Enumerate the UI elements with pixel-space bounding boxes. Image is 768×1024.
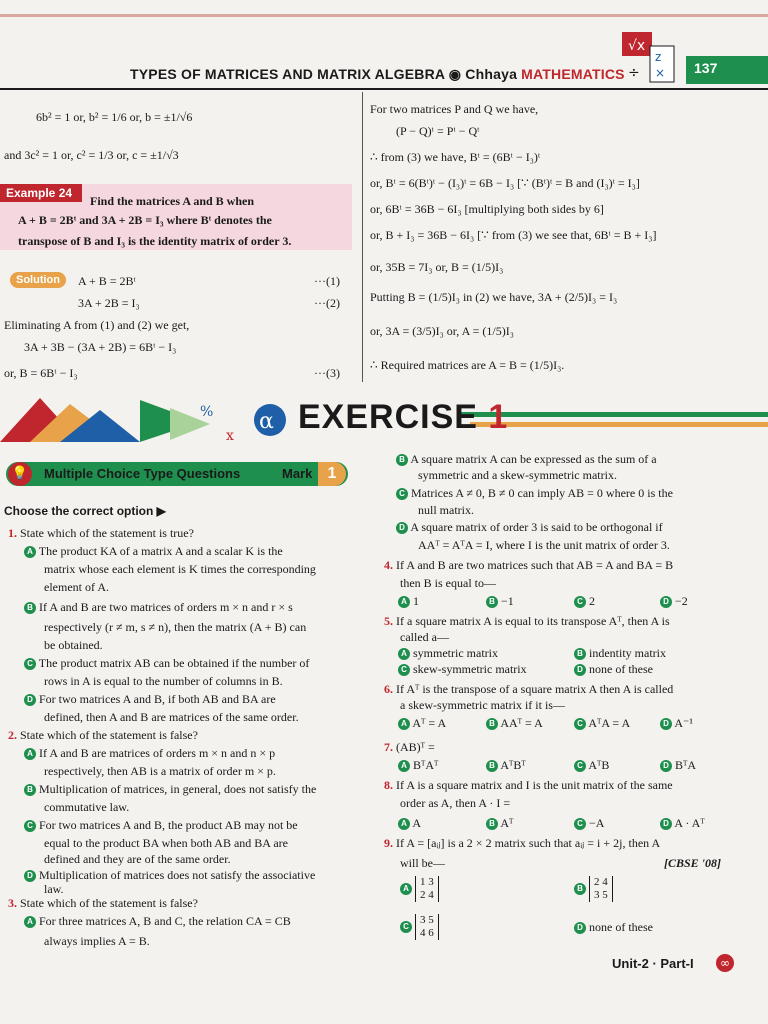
math-operations-icon	[622, 32, 676, 84]
option-a-marker: A	[398, 818, 410, 830]
option-a-marker: A	[398, 596, 410, 608]
q5-option-c[interactable]	[398, 662, 527, 677]
q9b-row-1: 2 4	[594, 876, 608, 888]
q9d-text: none of these	[589, 920, 653, 934]
q6-option-c[interactable]	[574, 716, 630, 731]
top-stripe	[0, 14, 768, 17]
q6b-text: AAᵀ = A	[500, 716, 543, 730]
q1a-line-3: element of A.	[44, 580, 109, 594]
q6-line-2: a skew-symmetric matrix if it is—	[400, 698, 565, 712]
option-d-marker: D	[24, 694, 36, 706]
infinity-icon: ∞	[716, 954, 734, 972]
right-line-4: or, Bᵗ = 6(Bᵗ)ᵗ − (I₃)ᵗ = 6B − I₃ [∵ (Bᵗ)ᵗ = B and (I₃)ᵗ = I₃]	[370, 176, 640, 190]
q5b-text: indentity matrix	[589, 646, 666, 660]
option-c-marker: C	[396, 488, 408, 500]
option-d-marker: D	[660, 596, 672, 608]
q5a-text: symmetric matrix	[413, 646, 498, 660]
right-line-9: or, 3A = (3/5)I₃ or, A = (1/5)I₃	[370, 324, 514, 338]
q3d-line-1: A square matrix of order 3 is said to be orthogonal if	[410, 520, 663, 534]
q1b-line-2: respectively (r ≠ m, s ≠ n), then the matrix (A + B) can	[44, 620, 307, 634]
option-c-marker: C	[574, 760, 586, 772]
option-b-marker: B	[574, 648, 586, 660]
q2c-line-3: defined and they are of the same order.	[44, 852, 231, 866]
option-d-marker: D	[660, 718, 672, 730]
q7-option-b[interactable]	[486, 758, 526, 773]
option-b-marker: B	[486, 718, 498, 730]
header-subject: MATHEMATICS	[521, 66, 625, 82]
q4-option-c[interactable]	[574, 594, 595, 609]
q6a-text: Aᵀ = A	[412, 716, 447, 730]
q1-option-a[interactable]	[24, 544, 283, 559]
running-header	[130, 66, 625, 83]
q3c-line-2: null matrix.	[418, 503, 474, 517]
footer-unit: Unit-2 · Part-I	[612, 956, 694, 971]
q1d-line-1: For two matrices A and B, if both AB and BA are	[39, 692, 276, 706]
option-d-marker: D	[660, 818, 672, 830]
q8-option-a[interactable]	[398, 816, 421, 831]
q7-text: (AB)ᵀ =	[396, 740, 435, 754]
question-6: 6. If Aᵀ is the transpose of a square matrix A then A is called	[384, 682, 674, 696]
option-a-marker: A	[24, 916, 36, 928]
right-line-5: or, 6Bᵗ = 36B − 6I₃ [multiplying both sides by 6]	[370, 202, 604, 216]
q8b-text: Aᵀ	[500, 816, 514, 830]
solution-eq-2: 3A + 2B = I₃	[78, 296, 140, 310]
mark-number: 1	[318, 462, 346, 486]
option-c-marker: C	[24, 658, 36, 670]
lightbulb-icon: 💡	[8, 462, 32, 486]
q8-option-d[interactable]	[660, 816, 705, 831]
q2a-line-1: If A and B are matrices of orders m × n and n × p	[39, 746, 276, 760]
solution-tag-1: ···(1)	[314, 274, 340, 288]
right-line-8: Putting B = (1/5)I₃ in (2) we have, 3A + (2/5)I₃ = I₃	[370, 290, 618, 304]
q4-line-2: then B is equal to—	[400, 576, 496, 590]
q9b-row-2: 3 5	[594, 889, 608, 901]
svg-text:√x: √x	[628, 38, 646, 54]
option-b-marker: B	[486, 596, 498, 608]
right-line-1: For two matrices P and Q we have,	[370, 102, 539, 116]
q3a-line-1: For three matrices A, B and C, the relation CA = CB	[39, 914, 291, 928]
option-a-marker: A	[24, 748, 36, 760]
question-3-text: State which of the statement is false?	[20, 896, 198, 910]
q8-option-b[interactable]	[486, 816, 513, 831]
question-3: 3. State which of the statement is false?	[8, 896, 198, 910]
q9a-row-2: 2 4	[420, 889, 434, 901]
q2b-line-1: Multiplication of matrices, in general, does not satisfy the	[39, 782, 317, 796]
solution-line-4: 3A + 3B − (3A + 2B) = 6Bᵗ − I₃	[24, 340, 177, 354]
solution-tag-2: ···(2)	[314, 296, 340, 310]
q8d-text: A · Aᵀ	[674, 816, 705, 830]
svg-text:÷: ÷	[628, 65, 640, 81]
header-title: TYPES OF MATRICES AND MATRIX ALGEBRA	[130, 66, 445, 82]
q1d-line-2: defined, then A and B are matrices of the same order.	[44, 710, 299, 724]
option-a-marker: A	[398, 760, 410, 772]
q7-option-c[interactable]	[574, 758, 609, 773]
q7d-text: BᵀA	[675, 758, 697, 772]
q9-option-d[interactable]	[574, 920, 653, 935]
q4c-text: 2	[589, 594, 595, 608]
solution-line-3: Eliminating A from (1) and (2) we get,	[4, 318, 190, 332]
q9c-row-1: 3 5	[420, 914, 434, 926]
option-d-marker: D	[574, 922, 586, 934]
q9-option-c[interactable]	[400, 914, 439, 940]
solution-line-5: or, B = 6Bᵗ − I₃	[4, 366, 78, 380]
q2c-line-1: For two matrices A and B, the product AB may not be	[39, 818, 298, 832]
q3-option-a[interactable]	[24, 914, 291, 929]
option-b-marker: B	[486, 760, 498, 772]
question-7: 7. (AB)ᵀ =	[384, 740, 435, 754]
q9-option-b[interactable]	[574, 876, 613, 902]
right-line-2: (P − Q)ᵗ = Pᵗ − Qᵗ	[396, 124, 480, 138]
exercise-word: EXERCISE	[298, 398, 478, 436]
option-d-marker: D	[574, 664, 586, 676]
question-9: 9. If A = [aᵢⱼ] is a 2 × 2 matrix such that aᵢⱼ = i + 2j, then A	[384, 836, 661, 850]
q1a-line-1: The product KA of a matrix A and a scalar K is the	[38, 544, 283, 558]
q9a-matrix	[415, 876, 439, 902]
question-1-text: State which of the statement is true?	[20, 526, 194, 540]
q7c-text: AᵀB	[588, 758, 610, 772]
q3-option-b[interactable]	[396, 452, 657, 467]
option-c-marker: C	[574, 718, 586, 730]
option-c-marker: C	[574, 596, 586, 608]
q2d-line-1: Multiplication of matrices does not satisfy the associative	[39, 868, 316, 882]
header-brand: ◉ Chhaya	[448, 66, 518, 82]
example-badge: Example 24	[0, 184, 82, 202]
q1-option-d[interactable]	[24, 692, 276, 707]
q9-line-2: will be—	[400, 856, 445, 870]
svg-text:z: z	[655, 50, 662, 64]
q9-source-tag: [CBSE '08]	[664, 856, 722, 870]
right-line-7: or, 35B = 7I₃ or, B = (1/5)I₃	[370, 260, 504, 274]
q3b-line-2: symmetric and a skew-symmetric matrix.	[418, 468, 617, 482]
q1a-line-2: matrix whose each element is K times the corresponding	[44, 562, 316, 576]
example-text-1: Find the matrices A and B when	[90, 194, 255, 208]
q2-option-d[interactable]	[24, 868, 315, 883]
q7-option-a[interactable]	[398, 758, 438, 773]
option-b-marker: B	[486, 818, 498, 830]
option-a-marker: A	[400, 883, 412, 895]
q2d-line-2: law.	[44, 882, 64, 896]
q3-option-c[interactable]	[396, 486, 673, 501]
q3b-line-1: A square matrix A can be expressed as the sum of a	[410, 452, 657, 466]
svg-text:α: α	[259, 409, 274, 434]
right-line-10: ∴ Required matrices are A = B = (1/5)I₃.	[370, 358, 565, 372]
q4-option-d[interactable]	[660, 594, 688, 609]
q6-line-1: If Aᵀ is the transpose of a square matrix A then A is called	[396, 682, 674, 696]
q6-option-b[interactable]	[486, 716, 543, 731]
q3c-line-1: Matrices A ≠ 0, B ≠ 0 can imply AB = 0 where 0 is the	[411, 486, 673, 500]
option-a-marker: A	[24, 546, 36, 558]
q9c-matrix	[415, 914, 439, 940]
q2-option-c[interactable]	[24, 818, 298, 833]
option-b-marker: B	[24, 784, 36, 796]
q2b-line-2: commutative law.	[44, 800, 130, 814]
option-d-marker: D	[660, 760, 672, 772]
mark-label: Mark	[282, 466, 313, 481]
q1-option-c[interactable]	[24, 656, 309, 671]
q9-line-1: If A = [aᵢⱼ] is a 2 × 2 matrix such that aᵢⱼ = i + 2j, then A	[396, 836, 661, 850]
exercise-heading	[298, 398, 508, 437]
q3a-line-2: always implies A = B.	[44, 934, 150, 948]
q5-option-b[interactable]	[574, 646, 666, 661]
q9b-matrix	[589, 876, 613, 902]
solution-tag-3: ···(3)	[314, 366, 340, 380]
mcq-label: Multiple Choice Type Questions	[44, 466, 241, 481]
question-8: 8. If A is a square matrix and I is the unit matrix of the same	[384, 778, 673, 792]
option-d-marker: D	[24, 870, 36, 882]
solution-badge: Solution	[10, 272, 66, 288]
q9a-row-1: 1 3	[420, 876, 434, 888]
option-b-marker: B	[574, 883, 586, 895]
option-b-marker: B	[396, 454, 408, 466]
q7-option-d[interactable]	[660, 758, 696, 773]
q1b-line-1: If A and B are two matrices of orders m × n and r × s	[39, 600, 293, 614]
option-c-marker: C	[398, 664, 410, 676]
question-4: 4. If A and B are two matrices such that AB = A and BA = B	[384, 558, 674, 572]
q4a-text: 1	[413, 594, 419, 608]
q2-option-a[interactable]	[24, 746, 275, 761]
question-5: 5. If a square matrix A is equal to its transpose Aᵀ, then A is	[384, 614, 670, 628]
q2a-line-2: respectively, then AB is a matrix of order m × p.	[44, 764, 276, 778]
q3-option-d[interactable]	[396, 520, 663, 535]
option-a-marker: A	[398, 718, 410, 730]
q7b-text: AᵀBᵀ	[500, 758, 526, 772]
question-2: 2. State which of the statement is false?	[8, 728, 198, 742]
svg-text:x: x	[226, 428, 234, 444]
question-1: 1. State which of the statement is true?	[8, 526, 194, 540]
option-d-marker: D	[396, 522, 408, 534]
c-equation: and 3c² = 1 or, c² = 1/3 or, c = ±1/√3	[4, 148, 179, 162]
q4-option-a[interactable]	[398, 594, 419, 609]
option-c-marker: C	[574, 818, 586, 830]
right-line-6: or, B + I₃ = 36B − 6I₃ [∵ from (3) we see that, 6Bᵗ = B + I₃]	[370, 228, 657, 242]
q8-option-c[interactable]	[574, 816, 604, 831]
choose-option: Choose the correct option ▶	[4, 504, 166, 518]
right-line-3: ∴ from (3) we have, Bᵗ = (6Bᵗ − I₃)ᵗ	[370, 150, 541, 164]
exercise-number: 1	[488, 398, 509, 436]
header-rule	[0, 88, 768, 90]
q1c-line-1: The product matrix AB can be obtained if the number of	[38, 656, 310, 670]
q4-option-b[interactable]	[486, 594, 514, 609]
q5-line-2: called a—	[400, 630, 449, 644]
q2c-line-2: equal to the product BA when both AB and BA are	[44, 836, 288, 850]
q5-line-1: If a square matrix A is equal to its transpose Aᵀ, then A is	[396, 614, 670, 628]
q1-option-b[interactable]	[24, 600, 293, 615]
q3d-line-2: AAᵀ = AᵀA = I, where I is the unit matrix of order 3.	[418, 538, 670, 552]
example-text-3: transpose of B and I₃ is the identity matrix of order 3.	[18, 234, 292, 248]
q8a-text: A	[412, 816, 422, 830]
q1b-line-3: be obtained.	[44, 638, 103, 652]
q5c-text: skew-symmetric matrix	[413, 662, 527, 676]
example-text-2: A + B = 2Bᵗ and 3A + 2B = I₃ where Bᵗ denotes the	[18, 213, 272, 227]
solution-eq-1: A + B = 2Bᵗ	[78, 274, 136, 288]
q5d-text: none of these	[589, 662, 653, 676]
option-c-marker: C	[24, 820, 36, 832]
page-number: 137	[694, 60, 718, 76]
q2-option-b[interactable]	[24, 782, 316, 797]
q4-line-1: If A and B are two matrices such that AB = A and BA = B	[396, 558, 674, 572]
option-b-marker: B	[24, 602, 36, 614]
q5-option-d[interactable]	[574, 662, 653, 677]
q6-option-d[interactable]	[660, 716, 693, 731]
q4b-text: −1	[501, 594, 514, 608]
b-equation: 6b² = 1 or, b² = 1/6 or, b = ±1/√6	[36, 110, 193, 124]
q5-option-a[interactable]	[398, 646, 498, 661]
q9-option-a[interactable]	[400, 876, 439, 902]
svg-text:%: %	[200, 404, 214, 420]
q6-option-a[interactable]	[398, 716, 446, 731]
q8-line-1: If A is a square matrix and I is the unit matrix of the same	[396, 778, 673, 792]
option-c-marker: C	[400, 921, 412, 933]
q1c-line-2: rows in A is equal to the number of columns in B.	[44, 674, 283, 688]
q4d-text: −2	[675, 594, 688, 608]
svg-text:×: ×	[655, 66, 666, 80]
q9c-row-2: 4 6	[420, 927, 434, 939]
q6d-text: A⁻¹	[674, 716, 693, 730]
question-2-text: State which of the statement is false?	[20, 728, 198, 742]
option-a-marker: A	[398, 648, 410, 660]
column-divider	[362, 92, 363, 382]
q8c-text: −A	[589, 816, 605, 830]
q7a-text: BᵀAᵀ	[413, 758, 439, 772]
q8-line-2: order as A, then A · I =	[400, 796, 511, 810]
q6c-text: AᵀA = A	[588, 716, 631, 730]
